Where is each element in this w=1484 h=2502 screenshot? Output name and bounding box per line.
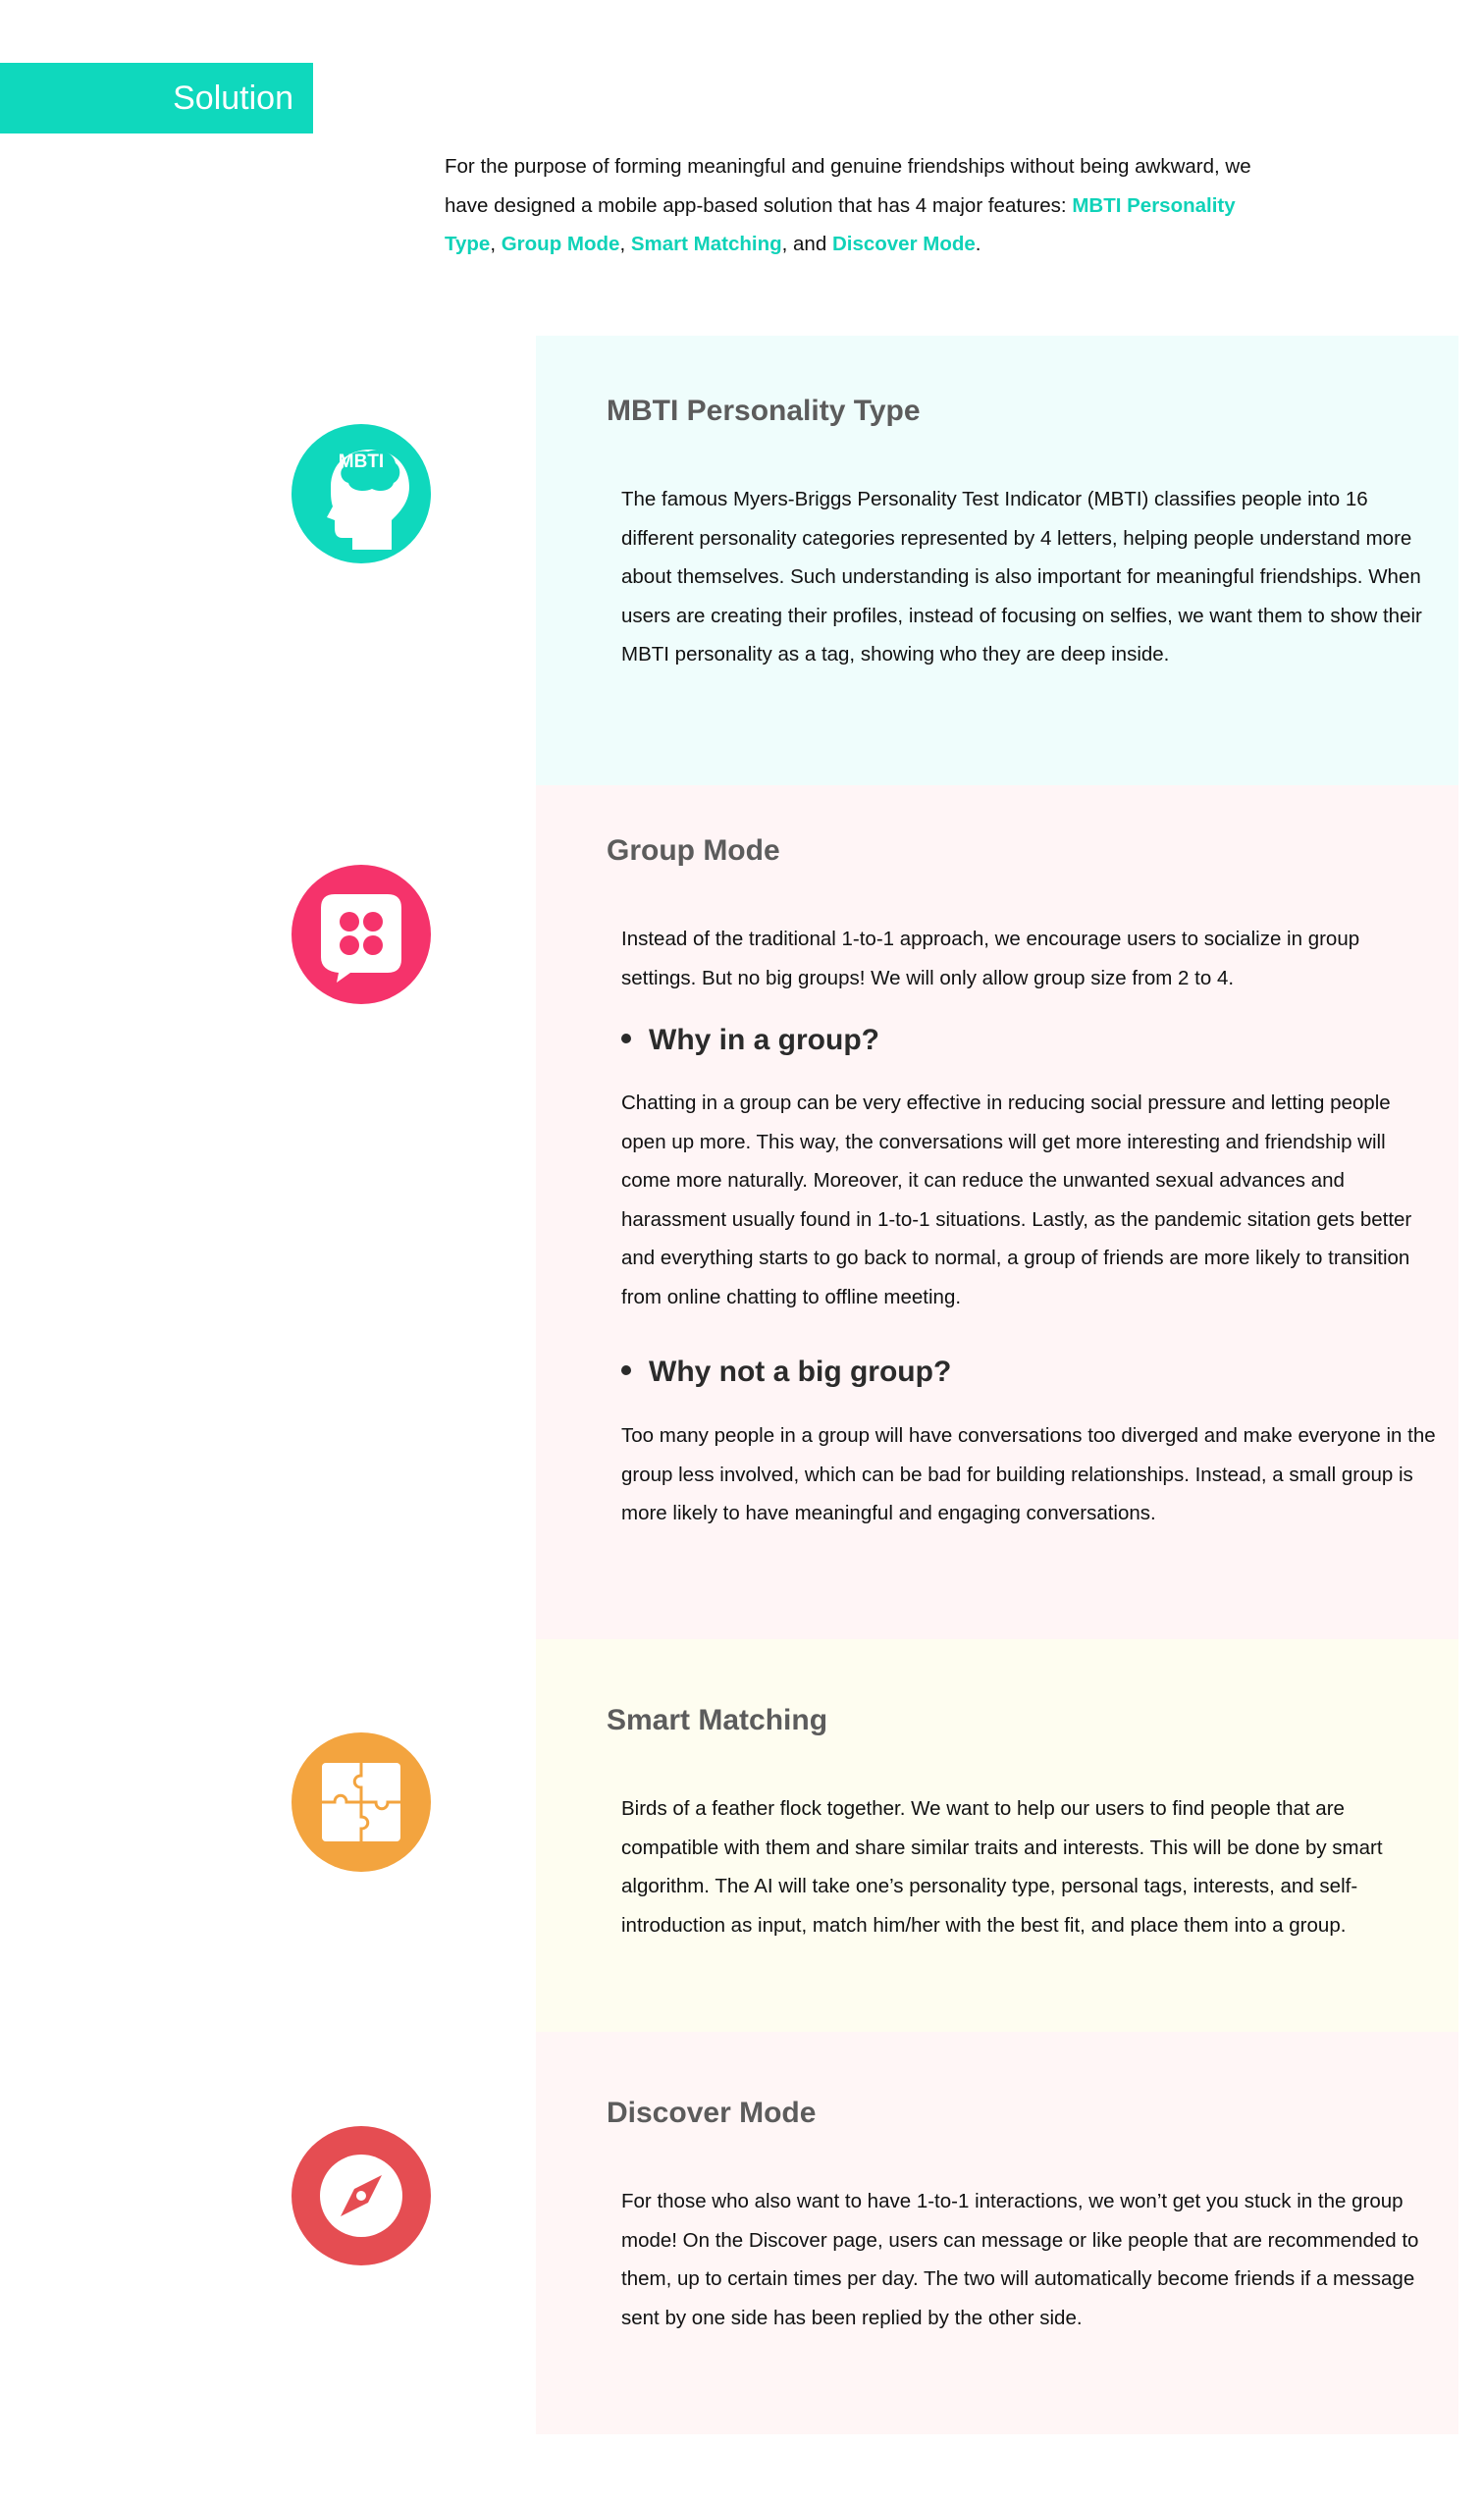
bullet-why-not-big-group [621,1356,951,1389]
intro-separator: , and [781,233,832,255]
section-body-mbti [621,480,1436,674]
mbti-icon-label: MBTI [338,452,385,472]
bullet-dot [621,1365,631,1375]
bullet-why-in-group-text: Why in a group? [649,1024,879,1056]
intro-end: . [975,233,981,255]
bullet-dot [621,1034,631,1043]
intro-feature-discover: Discover Mode [831,233,976,255]
intro-text: For the purpose of forming meaningful and genuine friendships without being awkward, we have designed a mobile app-based solution that has 4 major features: [445,155,1251,217]
compass-icon [292,2126,431,2265]
section-body-why-in-group [621,1084,1436,1316]
section-body-discover-mode [621,2182,1436,2337]
why-not-big-group-paragraph: Too many people in a group will have conversations too diverged and make everyone in the group less involved, which can be bad for building relationships. Instead, a small group is more likely to have meaningful and engaging conversations. [621,1424,1436,1524]
mbti-paragraph: The famous Myers-Briggs Personality Test Indicator (MBTI) classifies people into 16 different personality categories represented by 4 letters, helping people understand more about themselves. Such understanding is also important for meaningful friendships. When users are creating their profiles, instead of focusing on selfies, we want them to show their MBTI personality as a tag, showing who they are deep inside. [621,488,1422,665]
section-title-discover-mode: Discover Mode [607,2097,817,2129]
intro-paragraph [445,147,1289,264]
smart-matching-paragraph: Birds of a feather flock together. We want to help our users to find people that are compatible with them and share similar traits and interests. This will be done by smart algorithm. The AI will take one’s personality type, personal tags, interests, and self-introduction as input, match him/her with the best fit, and place them into a group. [621,1797,1383,1937]
bullet-why-in-group [621,1024,879,1057]
why-in-group-paragraph: Chatting in a group can be very effective in reducing social pressure and letting people open up more. This way, the conversations will get more interesting and friendship will come more naturally. Moreover, it can reduce the unwanted sexual advances and harassment usually found in 1-to-1 situations. Lastly, as the pandemic sitation gets better and everything starts to go back to normal, a group of friends are more likely to transition from online chatting to offline meeting. [621,1091,1412,1308]
section-group-mode [536,785,1458,1639]
puzzle-icon [292,1732,431,1872]
intro-separator: , [619,233,631,255]
section-title-mbti: MBTI Personality Type [607,395,921,427]
section-body-group-intro [621,920,1436,997]
section-body-why-not-big-group [621,1416,1436,1533]
intro-feature-mbti: MBTI Personality Type [445,193,1236,255]
section-body-smart-matching [621,1789,1436,1944]
group-intro-paragraph: Instead of the traditional 1-to-1 approach, we encourage users to socialize in group settings. But no big groups! We will only allow group size from 2 to 4. [621,928,1360,989]
section-discover-mode [536,2032,1458,2434]
group-chat-icon [292,865,431,1004]
intro-feature-smart: Smart Matching [630,233,782,255]
solution-banner: Solution [0,63,313,133]
section-smart-matching [536,1639,1458,2032]
section-title-group-mode: Group Mode [607,834,780,867]
section-title-smart-matching: Smart Matching [607,1704,828,1736]
intro-feature-group: Group Mode [501,233,620,255]
discover-mode-paragraph: For those who also want to have 1-to-1 interactions, we won’t get you stuck in the group mode! On the Discover page, users can message or like people that are recommended to them, up to certain times per day. The two will automatically become friends if a message sent by one side has been replied by the other side. [621,2190,1419,2329]
intro-separator: , [490,233,502,255]
section-mbti [536,336,1458,785]
head-brain-icon [292,424,431,563]
bullet-why-not-big-group-text: Why not a big group? [649,1356,952,1388]
